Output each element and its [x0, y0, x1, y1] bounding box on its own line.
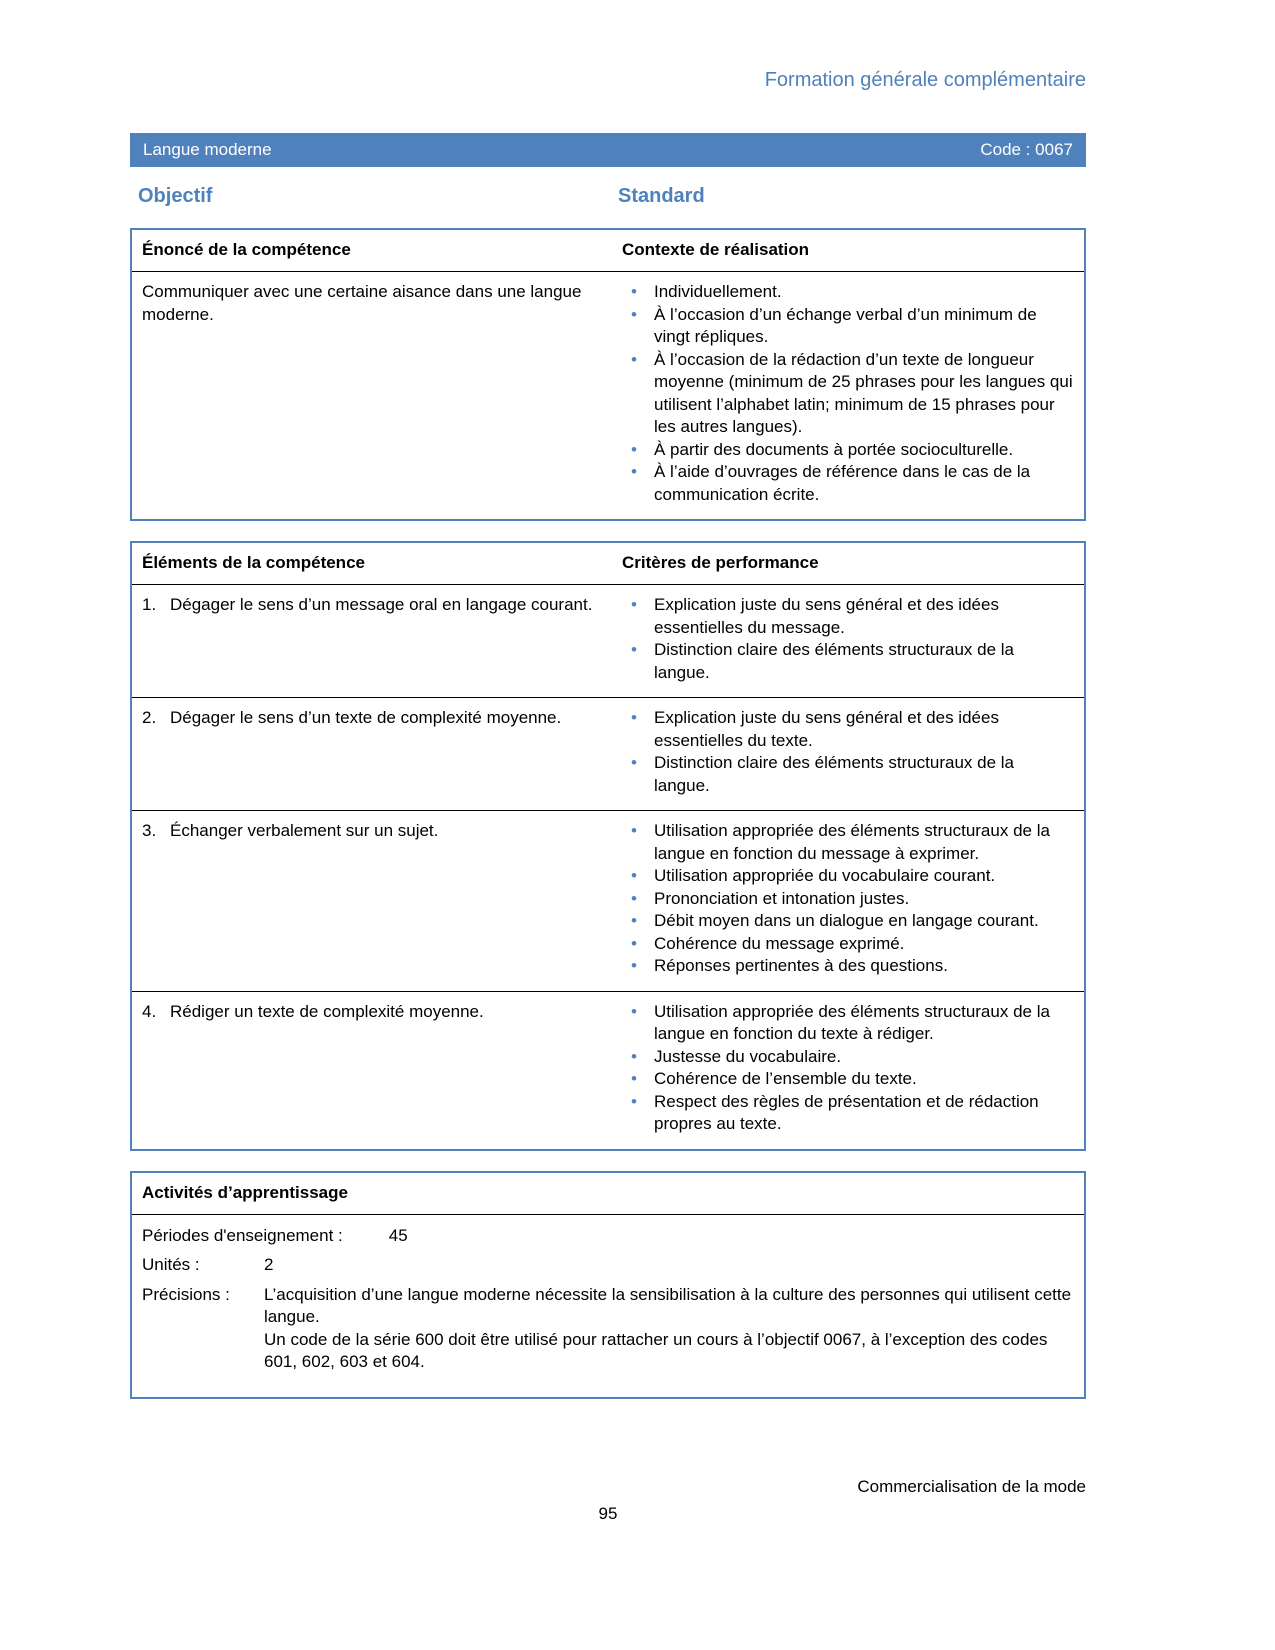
bullet-dot-icon — [622, 304, 654, 349]
precision-paragraph: Un code de la série 600 doit être utilisé pour rattacher un cours à l’objectif 0067, à l’exception des codes 601, 602, 603 et 604. — [264, 1329, 1048, 1371]
element-number: 4. — [142, 1001, 157, 1021]
competence-row — [132, 272, 1084, 519]
unites-label: Unités : — [142, 1255, 200, 1274]
bullet-text: Utilisation appropriée des éléments structuraux de la langue en fonction du texte à rédiger. — [654, 1001, 1050, 1043]
section-band — [130, 133, 1086, 167]
element-number: 1. — [142, 595, 157, 614]
bullet-dot-icon — [622, 639, 654, 684]
bullet-dot-icon — [622, 1068, 654, 1091]
bullet-text: À partir des documents à portée socioculturelle. — [654, 439, 1014, 459]
element-text: Échanger verbalement sur un sujet. — [170, 821, 439, 840]
precisions-row — [142, 1284, 1074, 1374]
criteria-bullet-list — [622, 820, 1074, 978]
element-row-4 — [132, 991, 1084, 1149]
bullet-dot-icon — [622, 281, 654, 304]
criteria-cell-2 — [612, 698, 1084, 810]
bullet-dot-icon — [622, 707, 654, 752]
unites-value: 2 — [264, 1255, 274, 1274]
bullet-item — [622, 281, 1074, 304]
element-text: Dégager le sens d’un message oral en langage courant. — [170, 595, 593, 614]
bullet-dot-icon — [622, 349, 654, 439]
bullet-text: À l’occasion de la rédaction d’un texte de longueur moyenne (minimum de 25 phrases pour les langues qui utilisent l’alphabet latin; minimum de 15 phrases pour les autres langues). — [654, 349, 1073, 436]
bullet-dot-icon — [622, 439, 654, 462]
element-1 — [132, 585, 612, 697]
element-number: 2. — [142, 708, 157, 727]
precisions-label: Précisions : — [142, 1284, 230, 1304]
bullet-text: Utilisation appropriée des éléments structuraux de la langue en fonction du message à exprimer. — [654, 821, 1050, 863]
bullet-item — [622, 461, 1074, 506]
bullet-text: Explication juste du sens général et des idées essentielles du message. — [654, 595, 999, 637]
element-text: Dégager le sens d’un texte de complexité moyenne. — [170, 708, 562, 727]
bullet-item — [622, 888, 1074, 911]
precision-paragraph: L’acquisition d’une langue moderne nécessite la sensibilisation à la culture des personnes qui utilisent cette langue. — [264, 1284, 1072, 1326]
elements-table — [130, 541, 1086, 1151]
criteria-bullet-list — [622, 707, 1074, 797]
bullet-dot-icon — [622, 955, 654, 978]
bullet-text: Individuellement. — [654, 282, 782, 301]
periodes-value: 45 — [388, 1225, 408, 1245]
bullet-dot-icon — [622, 752, 654, 797]
bullet-dot-icon — [622, 461, 654, 506]
bullet-item — [622, 1046, 1074, 1069]
bullet-text: À l’aide d’ouvrages de référence dans le cas de la communication écrite. — [654, 462, 1031, 504]
criteria-bullet-list — [622, 594, 1074, 684]
bullet-item — [622, 304, 1074, 349]
bullet-item — [622, 955, 1074, 978]
bullet-text: Prononciation et intonation justes. — [654, 888, 910, 908]
bullet-item — [622, 707, 1074, 752]
bullet-dot-icon — [622, 933, 654, 956]
bullet-dot-icon — [622, 1091, 654, 1136]
criteria-cell-1 — [612, 585, 1084, 697]
criteria-cell-4 — [612, 992, 1084, 1149]
element-2 — [132, 698, 612, 810]
elements-header: Éléments de la compétence — [142, 553, 365, 572]
activites-header: Activités d’apprentissage — [132, 1173, 1084, 1215]
bullet-item — [622, 1091, 1074, 1136]
bullet-dot-icon — [622, 888, 654, 911]
band-course-label: Langue moderne — [143, 140, 272, 159]
document-header-title: Formation générale complémentaire — [764, 69, 1086, 91]
contexte-bullet-list — [622, 281, 1074, 506]
bullet-text: Réponses pertinentes à des questions. — [654, 956, 948, 975]
bullet-text: Cohérence de l’ensemble du texte. — [654, 1069, 917, 1088]
criteres-header: Critères de performance — [622, 553, 819, 572]
elements-table-header — [132, 543, 1084, 585]
bullet-item — [622, 820, 1074, 865]
bullet-dot-icon — [622, 1001, 654, 1046]
bullet-text: Utilisation appropriée du vocabulaire courant. — [654, 866, 996, 885]
bullet-item — [622, 752, 1074, 797]
bullet-text: Débit moyen dans un dialogue en langage courant. — [654, 911, 1039, 930]
contexte-cell — [612, 272, 1084, 519]
competence-table-header — [132, 230, 1084, 272]
element-4 — [132, 992, 612, 1149]
bullet-dot-icon — [622, 1046, 654, 1069]
bullet-item — [622, 349, 1074, 439]
enonce-header: Énoncé de la compétence — [142, 240, 351, 259]
competence-table — [130, 228, 1086, 521]
bullet-item — [622, 910, 1074, 933]
bullet-item — [622, 594, 1074, 639]
bullet-text: Explication juste du sens général et des idées essentielles du texte. — [654, 708, 999, 750]
bullet-text: Respect des règles de présentation et de rédaction propres au texte. — [654, 1091, 1039, 1133]
element-row-2 — [132, 697, 1084, 810]
bullet-item — [622, 1001, 1074, 1046]
bullet-dot-icon — [622, 865, 654, 888]
enonce-statement: Communiquer avec une certaine aisance dans une langue moderne. — [142, 282, 582, 324]
bullet-item — [622, 933, 1074, 956]
element-text: Rédiger un texte de complexité moyenne. — [170, 1001, 484, 1021]
element-row-1 — [132, 585, 1084, 697]
bullet-item — [622, 639, 1074, 684]
document-page — [130, 0, 1086, 1525]
bullet-item — [622, 439, 1074, 462]
page-number: 95 — [598, 1503, 618, 1523]
bullet-dot-icon — [622, 910, 654, 933]
bullet-item — [622, 865, 1074, 888]
bullet-item — [622, 1068, 1074, 1091]
bullet-text: Justesse du vocabulaire. — [654, 1046, 842, 1066]
criteria-cell-3 — [612, 811, 1084, 991]
bullet-text: Cohérence du message exprimé. — [654, 933, 905, 953]
footer-program-label: Commercialisation de la mode — [857, 1476, 1086, 1496]
element-row-3 — [132, 810, 1084, 991]
band-code-label: Code : 0067 — [980, 140, 1073, 159]
objectif-heading: Objectif — [138, 185, 213, 207]
activites-table — [130, 1171, 1086, 1399]
activites-body — [132, 1215, 1084, 1397]
precisions-paragraphs — [264, 1284, 1074, 1374]
periodes-row — [142, 1225, 1074, 1248]
criteria-bullet-list — [622, 1001, 1074, 1136]
unites-row — [142, 1254, 1074, 1277]
bullet-dot-icon — [622, 594, 654, 639]
bullet-text: Distinction claire des éléments structuraux de la langue. — [654, 640, 1014, 682]
periodes-label: Périodes d'enseignement : — [142, 1225, 343, 1245]
contexte-header: Contexte de réalisation — [622, 240, 810, 259]
element-3 — [132, 811, 612, 991]
bullet-dot-icon — [622, 820, 654, 865]
bullet-text: À l’occasion d’un échange verbal d’un minimum de vingt répliques. — [654, 304, 1037, 346]
bullet-text: Distinction claire des éléments structuraux de la langue. — [654, 753, 1014, 795]
element-number: 3. — [142, 821, 157, 840]
column-headings — [130, 185, 1086, 208]
standard-heading: Standard — [618, 185, 705, 207]
